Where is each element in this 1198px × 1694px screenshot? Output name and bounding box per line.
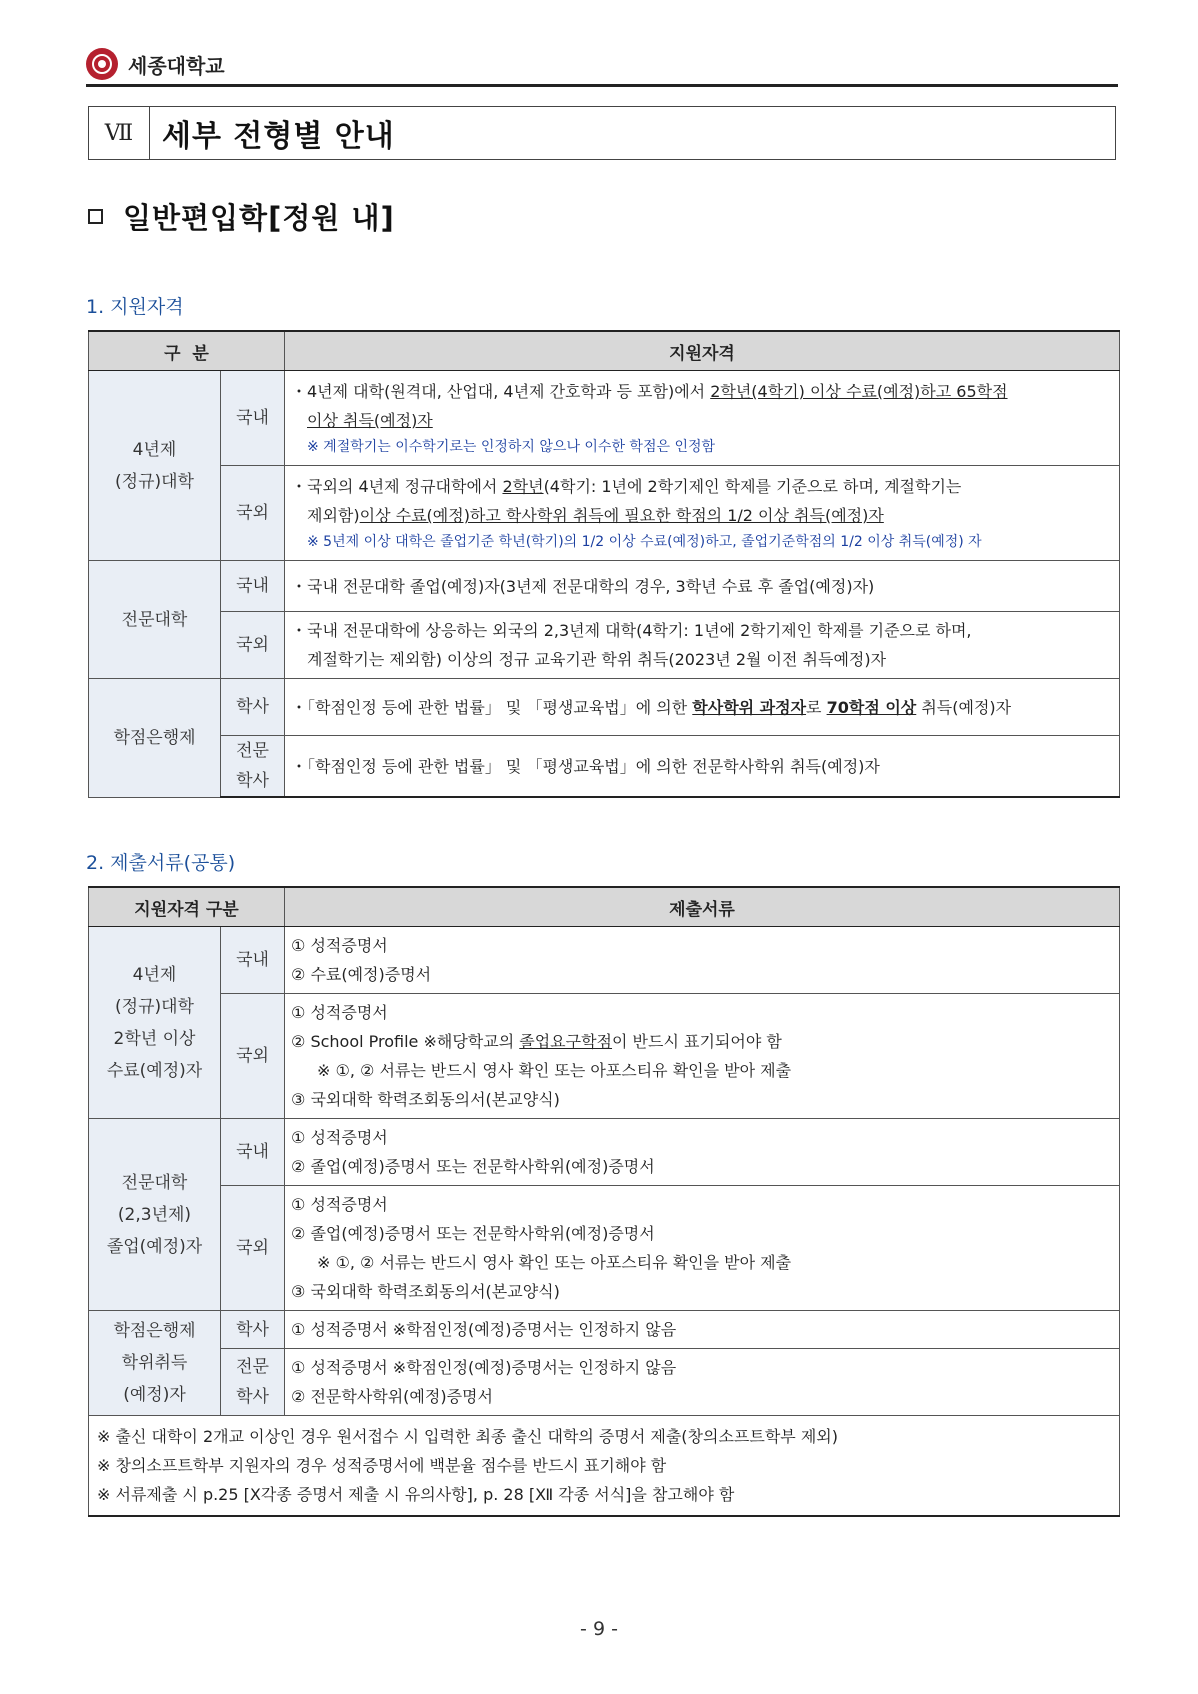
table-row xyxy=(89,1119,1120,1186)
documents-heading: 2. 제출서류(공통) xyxy=(86,852,236,874)
subcategory-associate: 전문 학사 xyxy=(221,736,285,798)
footnote: ※ 출신 대학이 2개교 이상인 경우 원서접수 시 입력한 최종 출신 대학의 증명서 제출(창의소프트학부 제외) xyxy=(97,1427,838,1446)
note-text: ※ ①, ② 서류는 반드시 영사 확인 또는 아포스티유 확인을 받아 제출 xyxy=(317,1061,792,1080)
subcategory-foreign: 국외 xyxy=(221,612,285,679)
category-univ4: 4년제 (정규)대학 2학년 이상 수료(예정)자 xyxy=(89,927,221,1119)
header-category: 지원자격 구분 xyxy=(89,887,285,927)
documents-table xyxy=(88,886,1120,1517)
note-text: ※ 5년제 이상 대학은 졸업기준 학년(학기)의 1/2 이상 수료(예정)하고, 졸업기준학점의 1/2 이상 취득(예정) 자 xyxy=(307,534,982,550)
subsection-title: 일반편입학[정원 내] xyxy=(123,201,395,235)
text-fragment: ・「학점인정 등에 관한 법률」 및 「평생교육법」에 의한 xyxy=(291,697,693,717)
header-divider xyxy=(86,84,1118,87)
underlined-text: 졸업요구학점 xyxy=(519,1032,613,1051)
category-credit-bank: 학점은행제 학위취득 (예정)자 xyxy=(89,1311,221,1416)
documents-content xyxy=(285,1119,1120,1186)
text-fragment: ・국외의 4년제 정규대학에서 xyxy=(291,477,503,496)
qualification-table xyxy=(88,330,1120,798)
category-college: 전문대학 xyxy=(89,561,221,679)
checkbox-square-icon xyxy=(88,209,103,224)
category-credit-bank: 학점은행제 xyxy=(89,679,221,798)
table-row xyxy=(89,466,1120,561)
list-item: ① 성적증명서 xyxy=(291,1003,388,1022)
documents-content xyxy=(285,1186,1120,1311)
text-fragment: 이 반드시 표기되어야 함 xyxy=(612,1032,782,1051)
table-header-row xyxy=(89,887,1120,927)
table-row xyxy=(89,371,1120,466)
underlined-text: 이상 취득(예정)자 xyxy=(307,411,433,430)
qualification-content: ・국내 전문대학 졸업(예정)자(3년제 전문대학의 경우, 3학년 수료 후 졸업(예정)자) xyxy=(285,561,1120,612)
page-header xyxy=(86,44,225,84)
list-item: ① 성적증명서 xyxy=(291,936,388,955)
subcategory-domestic: 국내 xyxy=(221,561,285,612)
category-univ4: 4년제 (정규)대학 xyxy=(89,371,221,561)
list-item: ① 성적증명서 ※학점인정(예정)증명서는 인정하지 않음 xyxy=(291,1358,677,1377)
subsection-heading xyxy=(88,196,395,237)
footnote: ※ 서류제출 시 p.25 [Ⅹ각종 증명서 제출 시 유의사항], p. 28 [Ⅻ 각종 서식]을 참고해야 함 xyxy=(97,1485,735,1504)
text-fragment: 제외함) xyxy=(307,506,360,525)
text-fragment: ② School Profile ※해당학교의 xyxy=(291,1032,520,1051)
qualification-content xyxy=(285,679,1120,736)
header-category: 구 분 xyxy=(89,331,285,371)
footnotes xyxy=(89,1416,1120,1517)
subcategory-foreign: 국외 xyxy=(221,466,285,561)
table-row xyxy=(89,1186,1120,1311)
underlined-text: 2학년(4학기) 이상 수료(예정)하고 65학점 xyxy=(710,382,1008,401)
subcategory-domestic: 국내 xyxy=(221,371,285,466)
subcategory-domestic: 국내 xyxy=(221,1119,285,1186)
list-item: ② 수료(예정)증명서 xyxy=(291,965,432,984)
table-row xyxy=(89,927,1120,994)
list-item: ① 성적증명서 xyxy=(291,1195,388,1214)
table-row xyxy=(89,612,1120,679)
list-item: ② 전문학사학위(예정)증명서 xyxy=(291,1387,493,1406)
university-seal-icon xyxy=(86,48,118,80)
header-qualification: 지원자격 xyxy=(285,331,1120,371)
qualification-heading: 1. 지원자격 xyxy=(86,296,184,318)
subcategory-bachelor: 학사 xyxy=(221,679,285,736)
category-college: 전문대학 (2,3년제) 졸업(예정)자 xyxy=(89,1119,221,1311)
qualification-content xyxy=(285,466,1120,561)
table-row xyxy=(89,994,1120,1119)
list-item: ① 성적증명서 xyxy=(291,1128,388,1147)
text-fragment: (4학기: 1년에 2학기제인 학제를 기준으로 하며, 계절학기는 xyxy=(543,477,962,496)
text-line: ・국내 전문대학에 상응하는 외국의 2,3년제 대학(4학기: 1년에 2학기제인 학제를 기준으로 하며, xyxy=(291,621,972,640)
documents-content xyxy=(285,927,1120,994)
text-line: 계절학기는 제외함) 이상의 정규 교육기관 학위 취득(2023년 2월 이전 취득예정)자 xyxy=(307,650,887,669)
qualification-content xyxy=(285,612,1120,679)
bold-underlined-text: 70학점 이상 xyxy=(826,697,917,717)
section-number: Ⅶ xyxy=(89,107,150,159)
table-row xyxy=(89,1349,1120,1416)
list-item: ③ 국외대학 학력조회동의서(본교양식) xyxy=(291,1282,560,1301)
note-text: ※ ①, ② 서류는 반드시 영사 확인 또는 아포스티유 확인을 받아 제출 xyxy=(317,1253,792,1272)
footnote-row xyxy=(89,1416,1120,1517)
underlined-text: 이상 수료(예정)하고 학사학위 취득에 필요한 학점의 1/2 이상 취득(예정)자 xyxy=(359,506,884,525)
qualification-content: ・「학점인정 등에 관한 법률」 및 「평생교육법」에 의한 전문학사학위 취득(예정)자 xyxy=(285,736,1120,798)
table-row xyxy=(89,679,1120,736)
subcategory-associate: 전문 학사 xyxy=(221,1349,285,1416)
subcategory-bachelor: 학사 xyxy=(221,1311,285,1349)
footnote: ※ 창의소프트학부 지원자의 경우 성적증명서에 백분율 점수를 반드시 표기해야 함 xyxy=(97,1456,667,1475)
university-name: 세종대학교 xyxy=(128,53,225,78)
table-row xyxy=(89,561,1120,612)
list-item xyxy=(291,1027,1113,1056)
bold-underlined-text: 학사학위 과정자 xyxy=(692,697,807,717)
table-header-row xyxy=(89,331,1120,371)
section-title: 세부 전형별 안내 xyxy=(162,119,395,154)
page-number: - 9 - xyxy=(580,1618,618,1640)
documents-content: ① 성적증명서 ※학점인정(예정)증명서는 인정하지 않음 xyxy=(285,1311,1120,1349)
documents-content xyxy=(285,994,1120,1119)
section-title-box xyxy=(88,106,1116,160)
list-item: ③ 국외대학 학력조회동의서(본교양식) xyxy=(291,1090,560,1109)
subcategory-domestic: 국내 xyxy=(221,927,285,994)
text-fragment: ・4년제 대학(원격대, 산업대, 4년제 간호학과 등 포함)에서 xyxy=(291,382,711,401)
note-text: ※ 계절학기는 이수학기로는 인정하지 않으나 이수한 학점은 인정함 xyxy=(307,439,716,455)
header-documents: 제출서류 xyxy=(285,887,1120,927)
table-row xyxy=(89,1311,1120,1349)
text-fragment: 로 xyxy=(806,697,827,717)
underlined-text: 2학년 xyxy=(502,477,544,496)
text-fragment: 취득(예정)자 xyxy=(916,697,1012,717)
table-row xyxy=(89,736,1120,798)
subcategory-foreign: 국외 xyxy=(221,1186,285,1311)
list-item: ② 졸업(예정)증명서 또는 전문학사학위(예정)증명서 xyxy=(291,1157,655,1176)
list-item: ② 졸업(예정)증명서 또는 전문학사학위(예정)증명서 xyxy=(291,1224,655,1243)
subcategory-foreign: 국외 xyxy=(221,994,285,1119)
documents-content xyxy=(285,1349,1120,1416)
qualification-content xyxy=(285,371,1120,466)
